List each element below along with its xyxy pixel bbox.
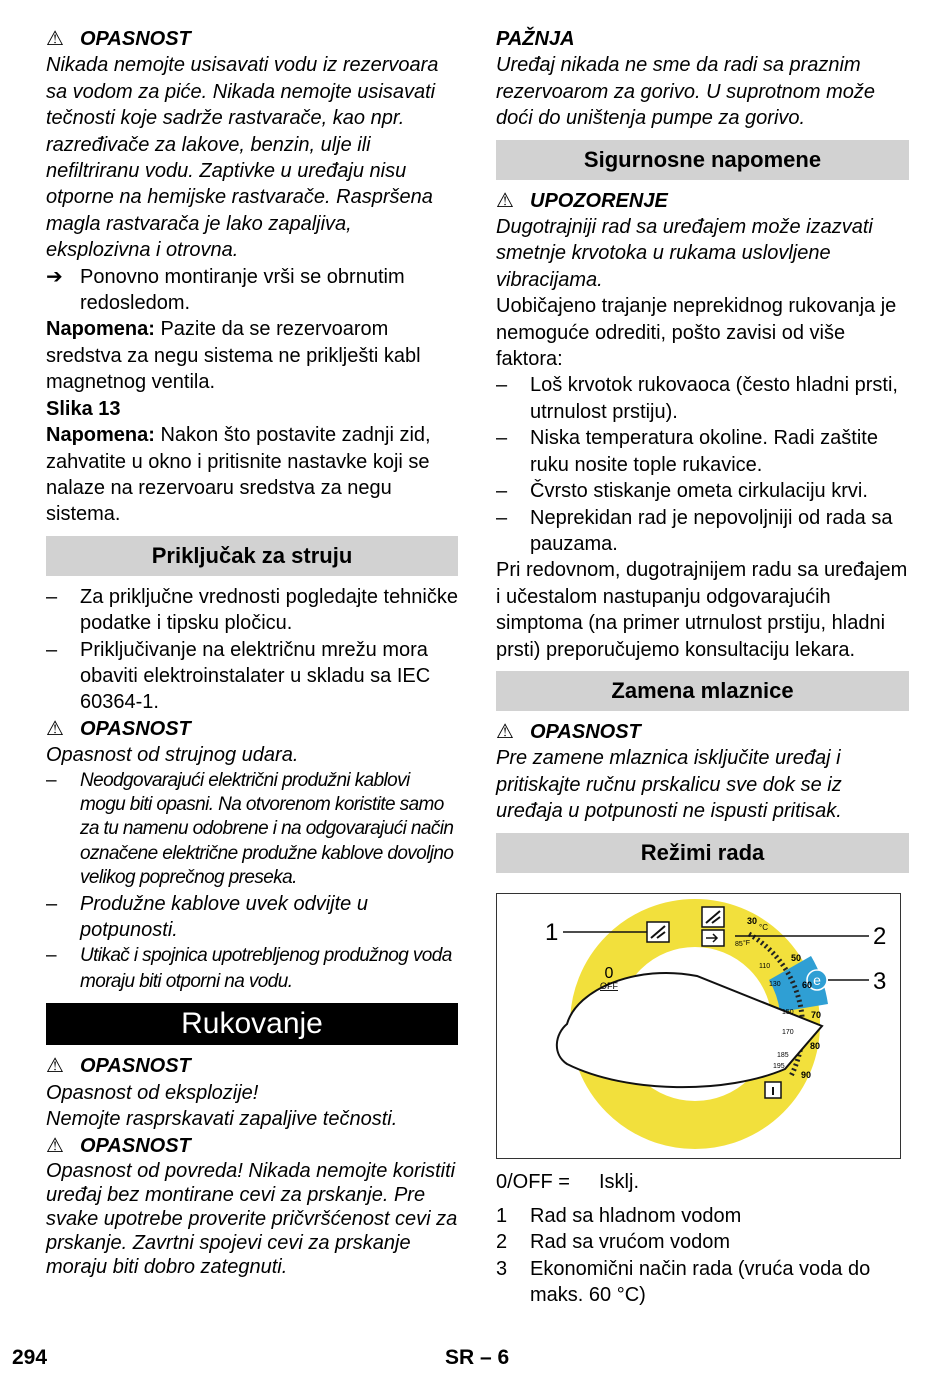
scale-tick-c: 50: [791, 952, 802, 963]
warning-heading: ⚠ OPASNOST: [46, 1133, 458, 1159]
paragraph: Uobičajeno trajanje neprekidnog rukovanja je nemoguće odrediti, pošto zavisi od više faktora:: [496, 295, 897, 371]
svg-text:e: e: [813, 971, 821, 988]
scale-tick-c: 90: [801, 1069, 812, 1080]
warning-text: Opasnost od eksplozije!: [46, 1081, 259, 1104]
off-legend-row: 0/OFF = Isklj.: [496, 1170, 639, 1193]
section-heading-nozzle: Zamena mlaznice: [496, 671, 909, 711]
list-item: – Niska temperatura okoline. Radi zaštite ruku nosite tople rukavice.: [496, 427, 878, 476]
note-paragraph: Napomena: Pazite da se rezervoarom sredstva za negu sistema ne priklješti kabl magnetnog ventila.: [46, 318, 421, 394]
scale-tick-f: 170: [782, 1028, 794, 1036]
warning-icon: ⚠: [46, 717, 64, 740]
warning-text: Opasnost od strujnog udara.: [46, 744, 299, 767]
off-label: OFF: [600, 980, 618, 991]
legend-item: 2 Rad sa vrućom vodom: [496, 1231, 731, 1254]
scale-tick-f: 185: [777, 1051, 789, 1059]
legend-item: 1 Rad sa hladnom vodom: [496, 1204, 742, 1227]
section-code: SR – 6: [445, 1346, 510, 1369]
attention-text: Uređaj nikada ne sme da radi sa praznim rezervoarom za gorivo. U suprotnom može doći do uništenja pumpe za gorivo.: [496, 54, 876, 130]
warning-text: Opasnost od povreda! Nikada nemojte koristiti uređaj bez montirane cevi za prskanje. Pre svake upotrebe proverite pričvršćenost cevi za prskanje. Zavrtni spojevi cevi za prskanje moraju biti dobro zategnuti.: [46, 1160, 458, 1279]
scale-tick-f: 110: [759, 962, 771, 970]
warning-text: Nikada nemojte usisavati vodu iz rezervoara sa vodom za piće. Nikada nemojte usisavati tečnosti koje sadrže rastvarače, kao npr. razređivače za lakove, benzin, ulje ili nefiltriranu vodu. Zaptivke u uređaju nisu otporne na hemijske rastvarače. Raspršena magla rastvarača je lako zapaljiva, eksplozivna i otrovna.: [46, 54, 439, 262]
warning-heading: ⚠ OPASNOST: [46, 1053, 458, 1079]
section-heading-modes: Režimi rada: [496, 833, 909, 873]
callout-1: 1: [545, 918, 559, 946]
mode-selector-figure: [496, 893, 901, 1159]
warning-heading: ⚠ OPASNOST: [46, 716, 458, 742]
figure-reference: Slika 13: [46, 397, 121, 420]
unit-fahrenheit: °F: [743, 939, 751, 947]
unit-celsius: °C: [759, 922, 768, 932]
warning-heading: ⚠ UPOZORENJE: [496, 188, 909, 214]
scale-tick-f: 150: [782, 1008, 794, 1016]
scale-tick-c: 60: [802, 979, 813, 990]
paragraph: Pri redovnom, dugotrajnijem radu sa uređajem i učestalom nastupanju odgovarajućih simptoma (na primer utrnulost prstiju, hladni prsti) preporučujemo konsultaciju lekara.: [496, 559, 908, 661]
list-item: – Neodgovarajući električni produžni kablovi mogu biti opasni. Na otvorenom koristite samo za tu namenu odobrene i na odgovarajući način označene električne produžne kablove dovoljno velikog poprečnog preseka.: [46, 769, 454, 889]
list-item: – Za priključne vrednosti pogledajte tehničke podatke i tipsku pločicu.: [46, 585, 458, 635]
section-heading-power: Priključak za struju: [46, 536, 458, 576]
list-item: – Priključivanje na električnu mrežu mora obaviti elektroinstalater u skladu sa IEC 60364-1.: [46, 638, 431, 714]
scale-tick-c: 70: [811, 1009, 822, 1020]
warning-icon: ⚠: [46, 1134, 64, 1157]
warning-heading: ⚠ OPASNOST: [496, 719, 909, 745]
section-heading-safety: Sigurnosne napomene: [496, 140, 909, 180]
attention-heading: PAŽNJA: [496, 28, 575, 50]
list-item: – Čvrsto stiskanje ometa cirkulaciju krvi.: [496, 480, 868, 503]
scale-tick-f: 130: [769, 980, 781, 988]
scale-tick-f: 85: [735, 940, 743, 948]
scale-tick-f: 195: [773, 1062, 785, 1070]
left-column: [46, 26, 458, 1279]
warning-icon: ⚠: [46, 28, 64, 50]
warning-icon: ⚠: [496, 189, 514, 212]
warning-icon: ⚠: [496, 720, 514, 743]
list-item: – Utikač i spojnica upotrebljenog produžnog voda moraju biti otporni na vodu.: [46, 945, 452, 993]
warning-heading: ⚠ OPASNOST: [46, 26, 458, 52]
off-zero-label: 0: [604, 964, 614, 982]
right-column: [496, 26, 909, 1309]
page-number: 294: [12, 1346, 48, 1369]
warning-icon: ⚠: [46, 1055, 64, 1078]
list-item: – Loš krvotok rukovaoca (često hladni prsti, utrnulost prstiju).: [496, 374, 898, 423]
section-heading-operation: Rukovanje: [46, 1003, 458, 1045]
scale-tick-c: 30: [747, 915, 758, 926]
list-item: – Produžne kablove uvek odvijte u potpunosti.: [46, 892, 368, 941]
list-item: – Neprekidan rad je nepovoljniji od rada sa pauzama.: [496, 506, 893, 555]
callout-3: 3: [873, 967, 887, 995]
legend-item: 3 Ekonomični način rada (vruća voda do maks. 60 °C): [496, 1257, 871, 1307]
note-paragraph: Napomena: Nakon što postavite zadnji zid, zahvatite u okno i pritisnite nastavke koji se nalaze na rezervoaru sredstva za negu sistema.: [46, 424, 431, 526]
arrow-right-icon: ➔: [46, 265, 63, 288]
mode-dial-illustration: [497, 894, 900, 1158]
scale-tick-c: 80: [810, 1040, 821, 1051]
warning-text: Dugotrajniji rad sa uređajem može izazvati smetnje krvotoka u rukama uslovljene vibracijama.: [496, 216, 873, 291]
warning-text: Pre zamene mlaznica isključite uređaj i pritiskajte ručnu prskalicu sve dok se iz uređaja u potpunosti ne ispusti pritisak.: [496, 747, 842, 823]
warning-text: Nemojte rasprskavati zapaljive tečnosti.: [46, 1108, 398, 1131]
callout-2: 2: [873, 922, 887, 950]
instruction-step: ➔ Ponovno montiranje vrši se obrnutim redosledom.: [46, 264, 458, 317]
